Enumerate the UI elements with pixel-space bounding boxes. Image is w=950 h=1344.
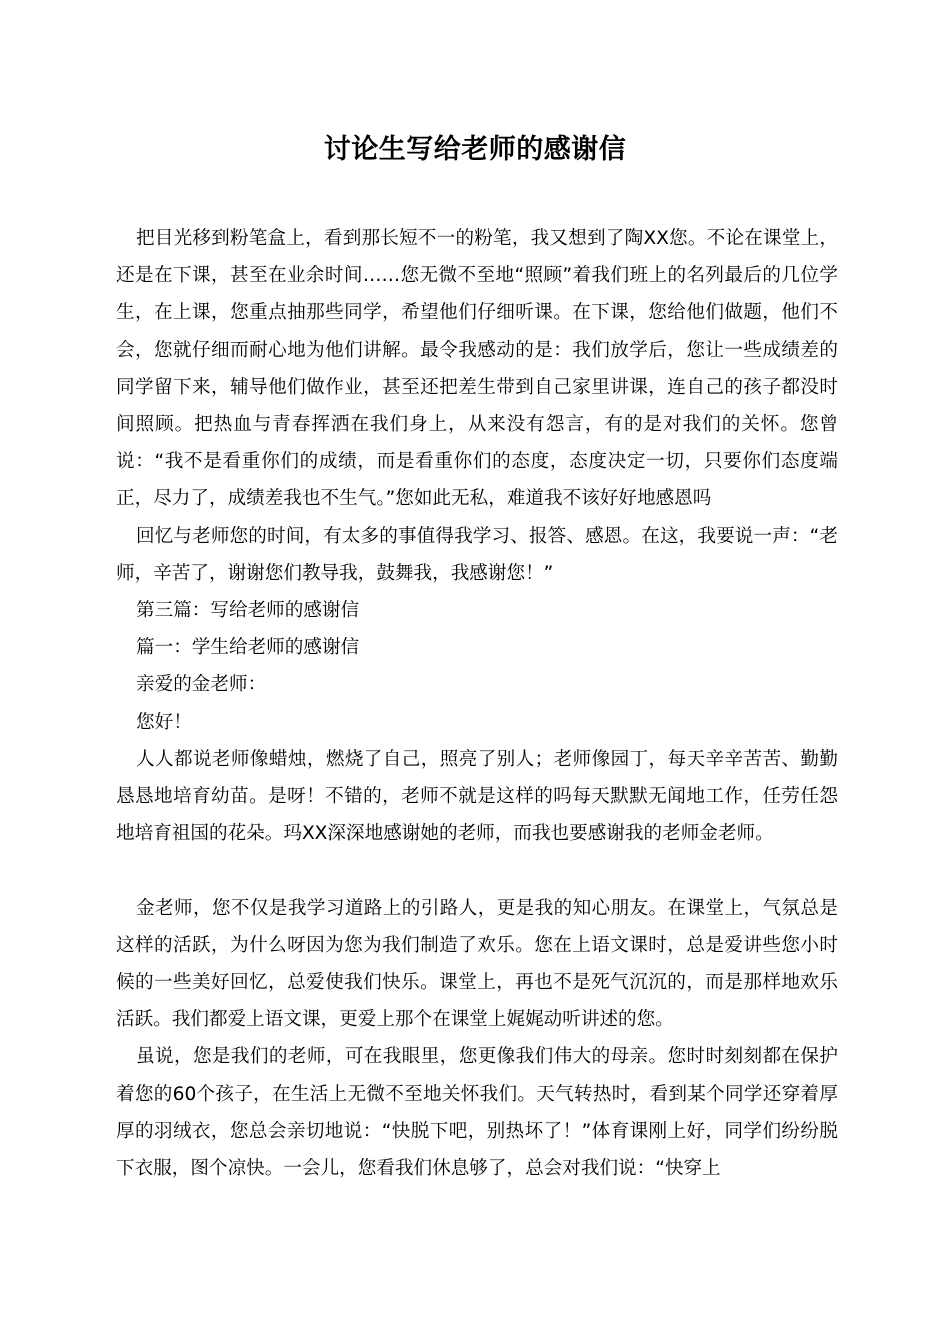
paragraph-teacher-mother: 虽说，您是我们的老师，可在我眼里，您更像我们伟大的母亲。您时时刻刻都在保护着您的60个孩子，在生活上无微不至地关怀我们。天气转热时，看到某个同学还穿着厚厚的羽绒衣，您总会亲切地说：“快脱下吧，别热坏了！”体育课刚上好，同学们纷纷脱下衣服，图个凉快。一会儿，您看我们休息够了，总会对我们说：“快穿上 bbox=[116, 1046, 838, 1180]
blank-line bbox=[116, 852, 838, 889]
paragraph-gratitude-tao: 把目光移到粉笔盒上，看到那长短不一的粉笔，我又想到了陶XX您。不论在课堂上，还是在下课，甚至在业余时间……您无微不至地“照顾”着我们班上的名列最后的几位学生，在上课，您重点抽那些同学，希望他们仔细听课。在下课，您给他们做题，他们不会，您就仔细而耐心地为他们讲解。最令我感动的是：我们放学后，您让一些成绩差的同学留下来，辅导他们做作业，甚至还把差生带到自己家里讲课，连自己的孩子都没时间照顾。把热血与青春挥洒在我们身上，从来没有怨言，有的是对我们的关怀。您曾说：“我不是看重你们的成绩，而是看重你们的态度，态度决定一切，只要你们态度端正，尽力了，成绩差我也不生气。”您如此无私，难道我不该好好地感恩吗 bbox=[116, 228, 838, 510]
document-body bbox=[116, 220, 838, 1187]
section-heading-part-three: 第三篇：写给老师的感谢信 bbox=[136, 600, 360, 622]
paragraph-teacher-guide: 金老师，您不仅是我学习道路上的引路人，更是我的知心朋友。在课堂上，气氛总是这样的活跃，为什么呀因为您为我们制造了欢乐。您在上语文课时，总是爱讲些您小时候的一些美好回忆，总爱使我们快乐。课堂上，再也不是死气沉沉的，而是那样地欢乐活跃。我们都爱上语文课，更爱上那个在课堂上娓娓动听讲述的您。 bbox=[116, 897, 838, 1031]
letter-greeting: 您好！ bbox=[136, 711, 192, 733]
paragraph-teacher-candle: 人人都说老师像蜡烛，燃烧了自己，照亮了别人；老师像园丁，每天辛辛苦苦、勤勤恳恳地培育幼苗。是呀！不错的，老师不就是这样的吗每天默默无闻地工作，任劳任怨地培育祖国的花朵。玛XX深深地感谢她的老师，而我也要感谢我的老师金老师。 bbox=[116, 748, 838, 845]
section-heading-part-one: 篇一：学生给老师的感谢信 bbox=[136, 637, 360, 659]
paragraph-recollection: 回忆与老师您的时间，有太多的事值得我学习、报答、感恩。在这，我要说一声：“老师，辛苦了，谢谢您们教导我，鼓舞我，我感谢您！” bbox=[116, 525, 838, 584]
letter-salutation: 亲爱的金老师： bbox=[136, 674, 267, 696]
document-title: 讨论生写给老师的感谢信 bbox=[323, 134, 627, 165]
